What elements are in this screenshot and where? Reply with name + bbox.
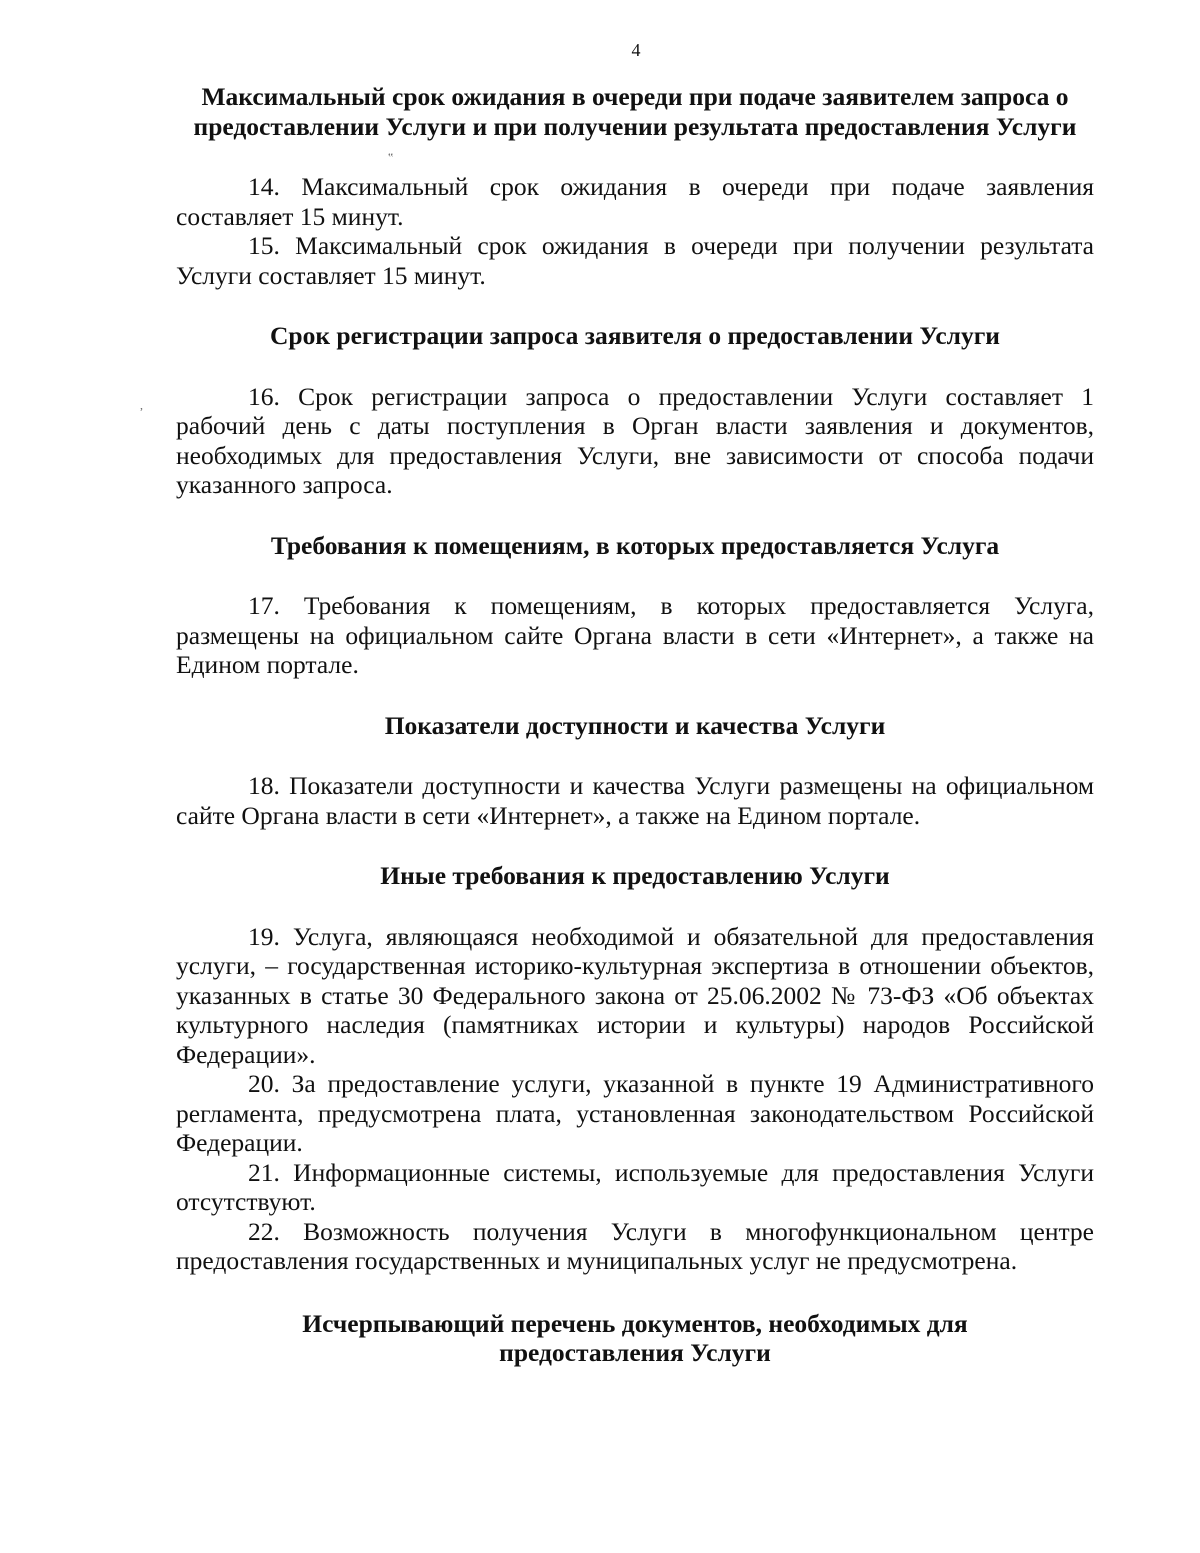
paragraph-21: 21. Информационные системы, используемые для предоставления Услуги отсутствуют. [176, 1157, 1094, 1216]
section-title-documents-list-line2: предоставления Услуги [499, 1338, 771, 1367]
paragraph-16: 16. Срок регистрации запроса о предоставлении Услуги составляет 1 рабочий день с даты поступления в Орган власти заявления и документов, необходимых для предоставления Услуги, вне зависимости от способа подачи указанного запроса. [176, 381, 1094, 499]
paragraph-19: 19. Услуга, являющаяся необходимой и обязательной для предоставления услуги, – государственная историко-культурная экспертиза в отношении объектов, указанных в статье 30 Федерального закона от 25.06.2002 № 73-ФЗ «Об объектах культурного наследия (памятниках истории и культуры) народов Российской Федерации». [176, 921, 1094, 1069]
paragraph-20: 20. За предоставление услуги, указанной в пункте 19 Административного регламента, предусмотрена плата, установленная законодательством Российской Федерации. [176, 1069, 1094, 1157]
section-title-registration: Срок регистрации запроса заявителя о предоставлении Услуги [270, 321, 1000, 350]
paragraph-14: 14. Максимальный срок ожидания в очереди при подаче заявления составляет 15 минут. [176, 172, 1094, 231]
section-title-queue-time: Максимальный срок ожидания в очереди при подаче заявителем запроса о предоставлении Услуги и при получении результата предоставления Услуги [193, 82, 1077, 141]
scan-speck: , [140, 398, 143, 412]
paragraph-15: 15. Максимальный срок ожидания в очереди при получении результата Услуги составляет 15 минут. [176, 231, 1094, 290]
paragraph-22: 22. Возможность получения Услуги в многофункциональном центре предоставления государственных и муниципальных услуг не предусмотрена. [176, 1216, 1094, 1275]
section-title-other-requirements: Иные требования к предоставлению Услуги [380, 861, 890, 890]
document-body [176, 82, 1094, 1368]
section-title-premises: Требования к помещениям, в которых предоставляется Услуга [270, 530, 1000, 560]
section-title-documents-list [176, 1309, 1094, 1368]
section-title-documents-list-line1: Исчерпывающий перечень документов, необходимых для [302, 1308, 968, 1338]
scan-speck: ‟ [388, 150, 394, 164]
page-number: 4 [631, 40, 641, 60]
paragraph-18: 18. Показатели доступности и качества Услуги размещены на официальном сайте Органа власти в сети «Интернет», а также на Едином портале. [176, 771, 1094, 830]
section-title-accessibility: Показатели доступности и качества Услуги [384, 710, 886, 740]
paragraph-17: 17. Требования к помещениям, в которых предоставляется Услуга, размещены на официальном сайте Органа власти в сети «Интернет», а также на Едином портале. [176, 591, 1094, 679]
